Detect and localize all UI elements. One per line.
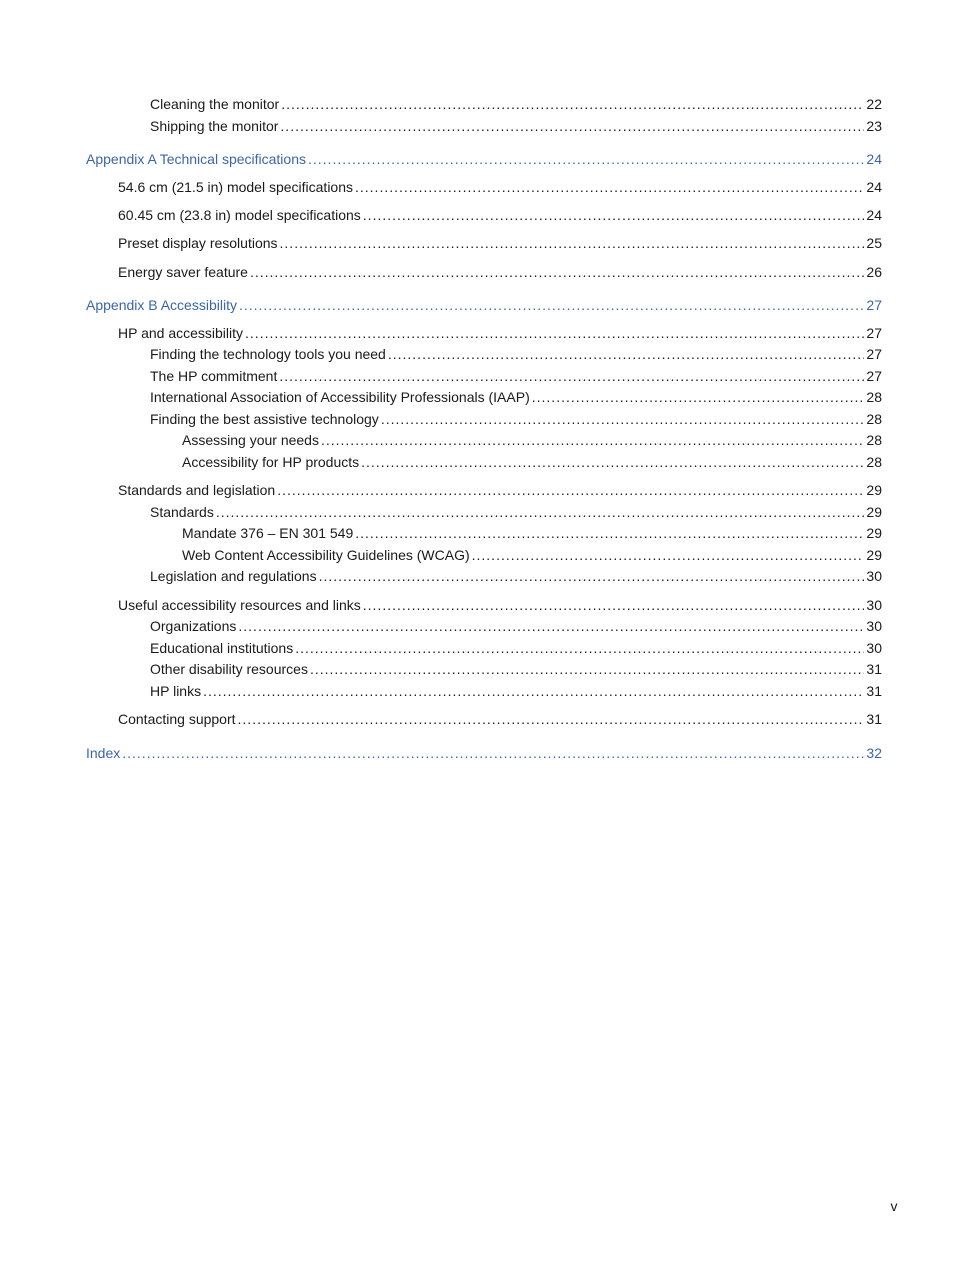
toc-index[interactable]: [86, 743, 882, 763]
toc-entry-title: The HP commitment: [150, 368, 278, 384]
toc-entry[interactable]: [150, 344, 882, 364]
toc-entry-page: 27: [866, 346, 882, 362]
dot-leader: [308, 149, 864, 169]
toc-entry[interactable]: [118, 177, 882, 197]
toc-entry-title: Accessibility for HP products: [182, 454, 360, 470]
toc-entry[interactable]: [118, 480, 882, 500]
toc-entry-page: 28: [866, 432, 882, 448]
toc-entry-page: 32: [866, 745, 882, 761]
dot-leader: [279, 366, 864, 386]
toc-entry-page: 27: [866, 368, 882, 384]
toc-entry-page: 24: [866, 207, 882, 223]
toc-entry-page: 30: [866, 568, 882, 584]
page-number: v: [890, 1198, 898, 1214]
toc-appendix-b[interactable]: [86, 295, 882, 315]
toc-entry-title: 60.45 cm (23.8 in) model specifications: [118, 207, 361, 223]
toc-entry-title: Standards: [150, 504, 214, 520]
toc-entry[interactable]: [150, 566, 882, 586]
toc-entry-page: 26: [866, 264, 882, 280]
dot-leader: [277, 480, 864, 500]
toc-entry[interactable]: [150, 681, 882, 701]
toc-entry-title: Cleaning the monitor: [150, 96, 280, 112]
toc-entry[interactable]: [182, 545, 882, 565]
toc-entry[interactable]: [118, 595, 882, 615]
toc-entry[interactable]: [118, 262, 882, 282]
toc-entry[interactable]: [118, 233, 882, 253]
toc-entry-page: 29: [866, 504, 882, 520]
dot-leader: [281, 94, 864, 114]
dot-leader: [245, 323, 864, 343]
dot-leader: [310, 659, 864, 679]
toc-entry-title: Useful accessibility resources and links: [118, 597, 361, 613]
toc-entry-page: 24: [866, 151, 882, 167]
dot-leader: [472, 545, 865, 565]
toc-entry-title: Finding the best assistive technology: [150, 411, 379, 427]
dot-leader: [203, 681, 864, 701]
toc-entry[interactable]: [150, 638, 882, 658]
toc-entry-title: International Association of Accessibility Professionals (IAAP): [150, 389, 530, 405]
dot-leader: [363, 595, 865, 615]
toc-entry-page: 31: [866, 711, 882, 727]
toc-appendix-a[interactable]: [86, 149, 882, 169]
toc-entry-page: 30: [866, 640, 882, 656]
toc-entry-title: Appendix B Accessibility: [86, 297, 237, 313]
dot-leader: [321, 430, 864, 450]
toc-entry[interactable]: [150, 409, 882, 429]
dot-leader: [355, 523, 864, 543]
toc-entry-page: 29: [866, 547, 882, 563]
toc-entry-page: 30: [866, 597, 882, 613]
toc-entry-page: 24: [866, 179, 882, 195]
dot-leader: [355, 177, 864, 197]
toc-entry-page: 28: [866, 454, 882, 470]
toc-entry[interactable]: [118, 323, 882, 343]
toc-entry[interactable]: [150, 116, 882, 136]
toc-entry-title: Finding the technology tools you need: [150, 346, 386, 362]
toc-entry-title: Mandate 376 – EN 301 549: [182, 525, 354, 541]
toc-entry-title: 54.6 cm (21.5 in) model specifications: [118, 179, 353, 195]
toc-entry-page: 31: [866, 661, 882, 677]
toc-entry-title: Standards and legislation: [118, 482, 276, 498]
dot-leader: [238, 616, 864, 636]
dot-leader: [280, 233, 865, 253]
dot-leader: [280, 116, 864, 136]
toc-entry[interactable]: [150, 502, 882, 522]
dot-leader: [363, 205, 865, 225]
toc-entry-title: Appendix A Technical specifications: [86, 151, 306, 167]
toc-entry-page: 28: [866, 411, 882, 427]
dot-leader: [388, 344, 865, 364]
toc-entry[interactable]: [118, 205, 882, 225]
toc-entry[interactable]: [150, 616, 882, 636]
toc-entry[interactable]: [150, 387, 882, 407]
toc-entry[interactable]: [118, 709, 882, 729]
toc-entry[interactable]: [182, 523, 882, 543]
dot-leader: [216, 502, 865, 522]
toc-entry-title: Other disability resources: [150, 661, 308, 677]
toc-entry-title: Web Content Accessibility Guidelines (WCAG): [182, 547, 470, 563]
toc-entry[interactable]: [150, 94, 882, 114]
toc-entry-page: 27: [866, 297, 882, 313]
dot-leader: [532, 387, 865, 407]
toc-entry-page: 23: [866, 118, 882, 134]
toc-entry-page: 30: [866, 618, 882, 634]
dot-leader: [122, 743, 864, 763]
toc-entry[interactable]: [150, 366, 882, 386]
toc-entry-page: 28: [866, 389, 882, 405]
toc-entry-page: 25: [866, 235, 882, 251]
toc-entry-title: Contacting support: [118, 711, 236, 727]
dot-leader: [239, 295, 864, 315]
toc-entry-page: 27: [866, 325, 882, 341]
dot-leader: [295, 638, 864, 658]
toc-entry-page: 29: [866, 482, 882, 498]
toc-entry-title: HP links: [150, 683, 202, 699]
toc-entry[interactable]: [150, 659, 882, 679]
toc-entry-title: Index: [86, 745, 121, 761]
toc-entry-title: HP and accessibility: [118, 325, 244, 341]
toc-entry-title: Educational institutions: [150, 640, 294, 656]
toc-entry-title: Preset display resolutions: [118, 235, 278, 251]
toc-entry-page: 31: [866, 683, 882, 699]
toc-entry-page: 22: [866, 96, 882, 112]
toc-entry[interactable]: [182, 430, 882, 450]
toc-entry-title: Assessing your needs: [182, 432, 319, 448]
dot-leader: [238, 709, 865, 729]
toc-entry-title: Shipping the monitor: [150, 118, 279, 134]
toc-entry-title: Legislation and regulations: [150, 568, 317, 584]
toc-entry-page: 29: [866, 525, 882, 541]
dot-leader: [319, 566, 865, 586]
dot-leader: [361, 452, 864, 472]
toc-entry[interactable]: [182, 452, 882, 472]
dot-leader: [381, 409, 865, 429]
toc-entry-title: Energy saver feature: [118, 264, 248, 280]
dot-leader: [250, 262, 864, 282]
toc-entry-title: Organizations: [150, 618, 237, 634]
